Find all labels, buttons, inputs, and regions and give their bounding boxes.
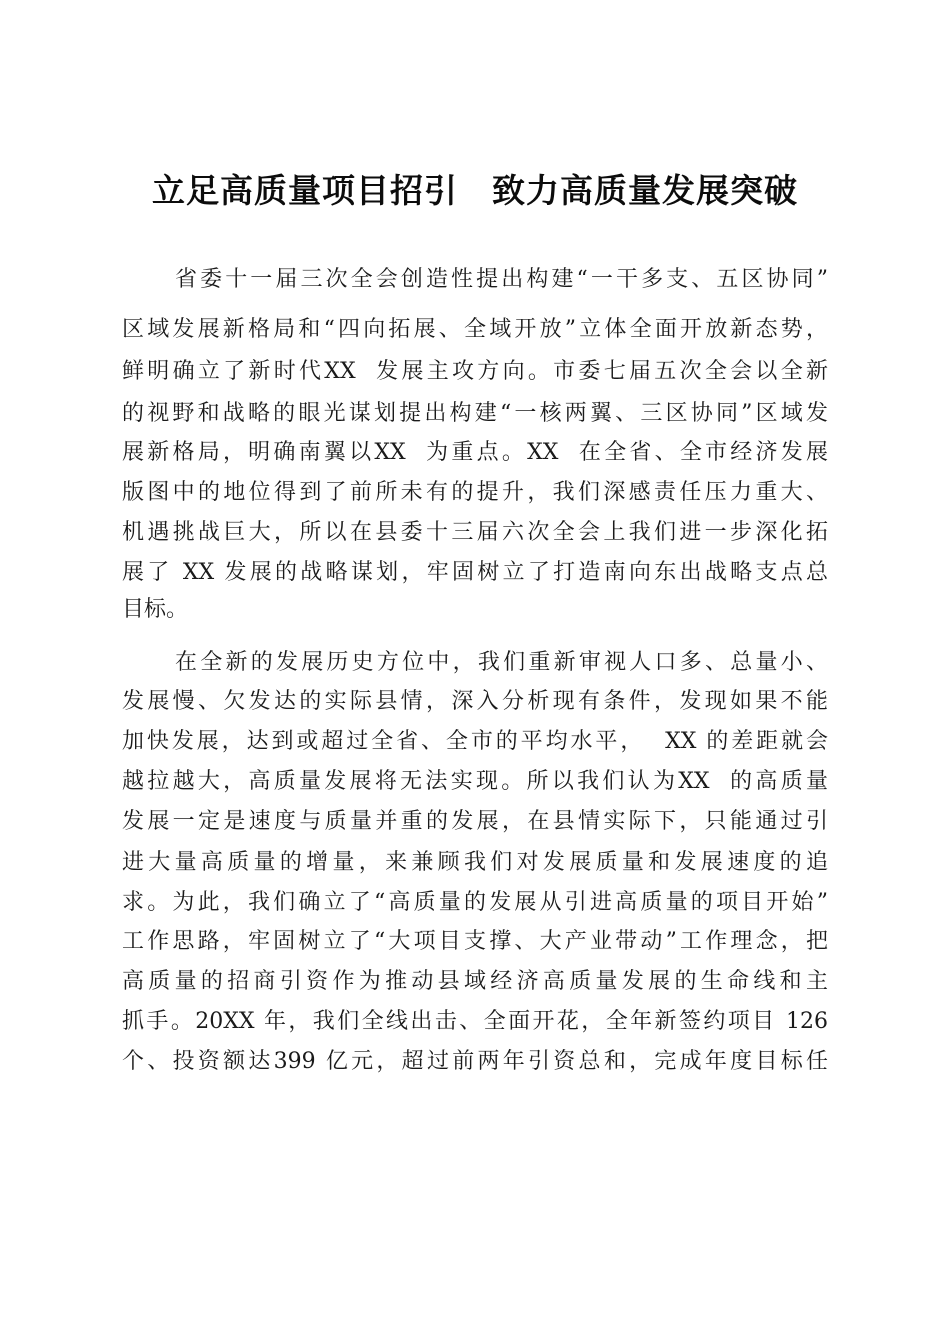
paragraph-2-line-5: 发展一定是速度与质量并重的发展，在县情实际下，只能通过引: [122, 809, 828, 834]
paragraph-1-line-4: 的视野和战略的眼光谋划提出构建“一核两翼、三区协同”区域发: [122, 401, 828, 426]
paragraph-2-line-4: 越拉越大，高质量发展将无法实现。所以我们认为XX 的高质量: [122, 769, 828, 794]
paragraph-1-line-1: 省委十一届三次全会创造性提出构建“一干多支、五区协同”: [175, 267, 828, 292]
paragraph-2-line-2: 发展慢、欠发达的实际县情，深入分析现有条件，发现如果不能: [122, 689, 828, 714]
paragraph-1-line-5: 展新格局，明确南翼以XX 为重点。XX 在全省、全市经济发展: [122, 440, 828, 465]
paragraph-2-line-10: 抓手。20XX 年，我们全线出击、全面开花，全年新签约项目 126: [122, 1009, 828, 1034]
paragraph-2-line-9: 高质量的招商引资作为推动县域经济高质量发展的生命线和主: [122, 969, 828, 994]
paragraph-2-line-3: 加快发展，达到或超过全省、全市的平均水平， XX 的差距就会: [122, 729, 828, 754]
paragraph-1-line-2: 区域发展新格局和“四向拓展、全域开放”立体全面开放新态势，: [122, 317, 828, 342]
paragraph-1-line-9: 目标。: [122, 597, 189, 622]
paragraph-2-line-1: 在全新的发展历史方位中，我们重新审视人口多、总量小、: [175, 650, 828, 675]
paragraph-2-line-7: 求。为此，我们确立了“高质量的发展从引进高质量的项目开始”: [122, 890, 828, 915]
paragraph-1-line-7: 机遇挑战巨大，所以在县委十三届六次全会上我们进一步深化拓: [122, 520, 828, 545]
paragraph-1-line-8: 展了 XX 发展的战略谋划，牢固树立了打造南向东出战略支点总: [122, 560, 828, 585]
paragraph-2-line-11: 个、投资额达399 亿元，超过前两年引资总和，完成年度目标任: [122, 1049, 828, 1074]
paragraph-2-line-6: 进大量高质量的增量，来兼顾我们对发展质量和发展速度的追: [122, 850, 828, 875]
paragraph-1-line-3: 鲜明确立了新时代XX 发展主攻方向。市委七届五次全会以全新: [122, 359, 828, 384]
paragraph-1-line-6: 版图中的地位得到了前所未有的提升，我们深感责任压力重大、: [122, 480, 828, 505]
paragraph-2-line-8: 工作思路，牢固树立了“大项目支撑、大产业带动”工作理念，把: [122, 929, 828, 954]
document-title: 立足高质量项目招引 致力高质量发展突破: [152, 171, 798, 210]
